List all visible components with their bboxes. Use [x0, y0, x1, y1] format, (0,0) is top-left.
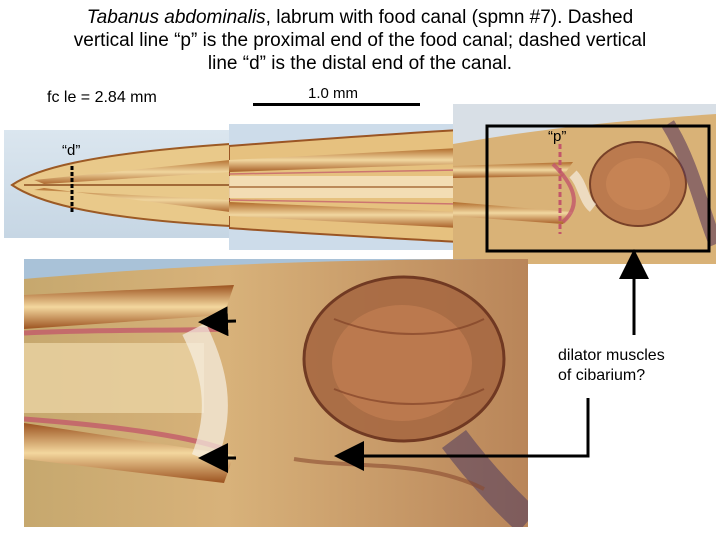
scale-bar-label: 1.0 mm: [308, 85, 359, 102]
title-line1-rest: , labrum with food canal (spmn #7). Dashed: [265, 7, 634, 28]
label-d: “d”: [62, 142, 81, 159]
annotation-muscles: dilator muscles of cibarium?: [558, 347, 665, 384]
food-canal-length: fc le = 2.84 mm: [47, 89, 157, 106]
label-p: “p”: [548, 128, 567, 145]
title-line3: line “d” is the distal end of the canal.: [207, 53, 513, 74]
arrow-upper-canal: [204, 321, 236, 322]
species-name: Tabanus abdominalis: [86, 7, 266, 28]
title-line2: vertical line “p” is the proximal end of the food canal; dashed vertical: [73, 30, 647, 51]
callout-arrow-muscles: [340, 398, 588, 456]
